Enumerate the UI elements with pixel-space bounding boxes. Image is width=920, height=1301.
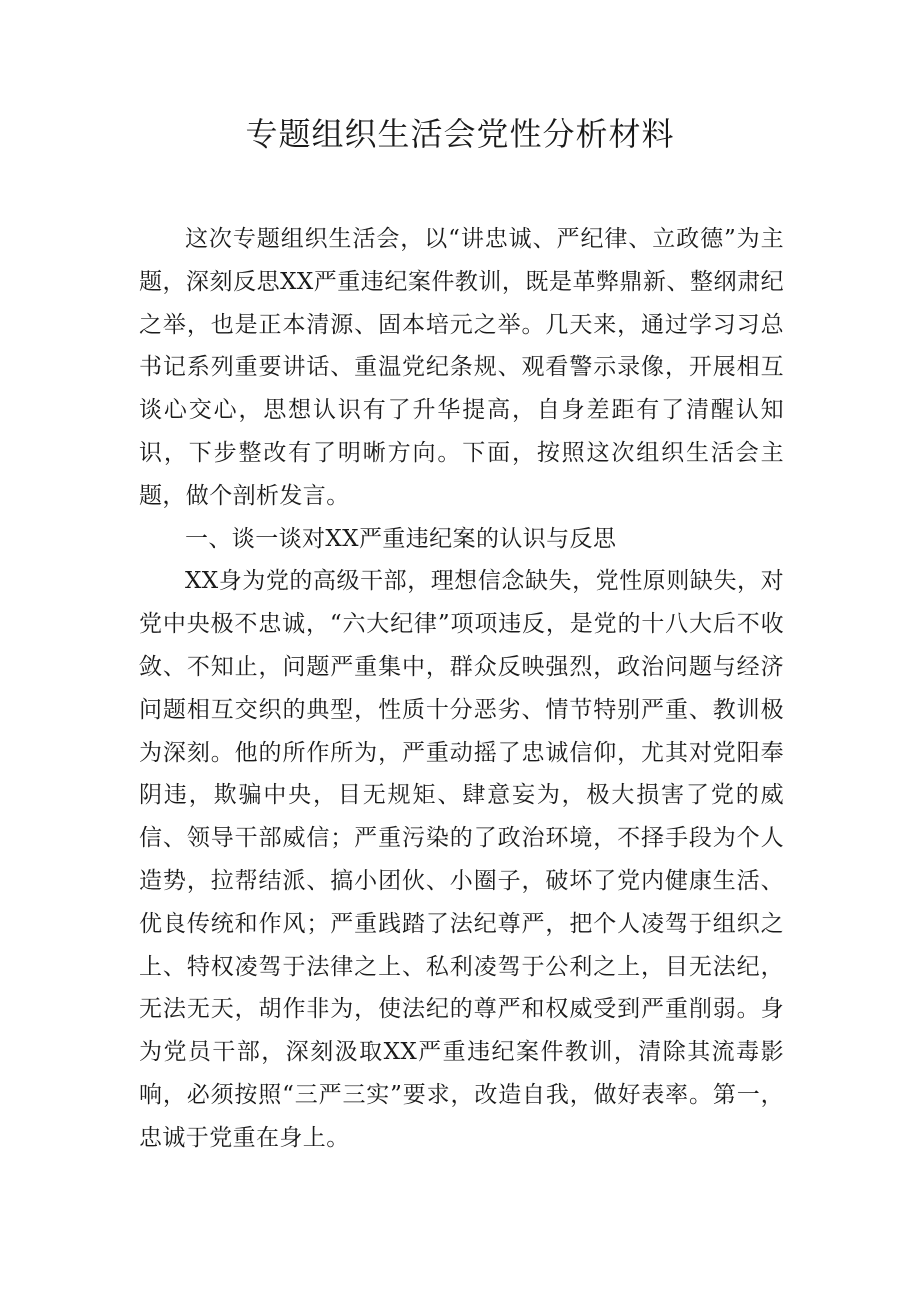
paragraph-analysis: XX身为党的高级干部，理想信念缺失，党性原则缺失，对党中央极不忠诚，“六大纪律”项项违反，是党的十八大后不收敛、不知止，问题严重集中，群众反映强烈，政治问题与经济问题相互交织的典型，性质十分恶劣、情节特别严重、教训极为深刻。他的所作所为，严重动摇了忠诚信仰，尤其对党阳奉阴违，欺骗中央，目无规矩、肆意妄为，极大损害了党的威信、领导干部威信；严重污染的了政治环境，不择手段为个人造势，拉帮结派、搞小团伙、小圈子，破坏了党内健康生活、优良传统和作风；严重践踏了法纪尊严，把个人凌驾于组织之上、特权凌驾于法律之上、私利凌驾于公利之上，目无法纪，无法无天，胡作非为，使法纪的尊严和权威受到严重削弱。身为党员干部，深刻汲取XX严重违纪案件教训，清除其流毒影响，必须按照“三严三实”要求，改造自我，做好表率。第一，忠诚于党重在身上。: [139, 568, 784, 1151]
document-title: 专题组织生活会党性分析材料: [245, 115, 675, 153]
paragraph-intro: 这次专题组织生活会，以“讲忠诚、严纪律、立政德”为主题，深刻反思XX严重违纪案件教训，既是革弊鼎新、整纲肃纪之举，也是正本清源、固本培元之举。几天来，通过学习习总书记系列重要讲话、重温党纪条规、观看警示录像，开展相互谈心交心，思想认识有了升华提高，自身差距有了清醒认知识，下步整改有了明晰方向。下面，按照这次组织生活会主题，做个剖析发言。: [139, 226, 784, 509]
section-heading-1: 一、谈一谈对XX严重违纪案的认识与反思: [185, 525, 617, 552]
document-body: [139, 218, 784, 1160]
